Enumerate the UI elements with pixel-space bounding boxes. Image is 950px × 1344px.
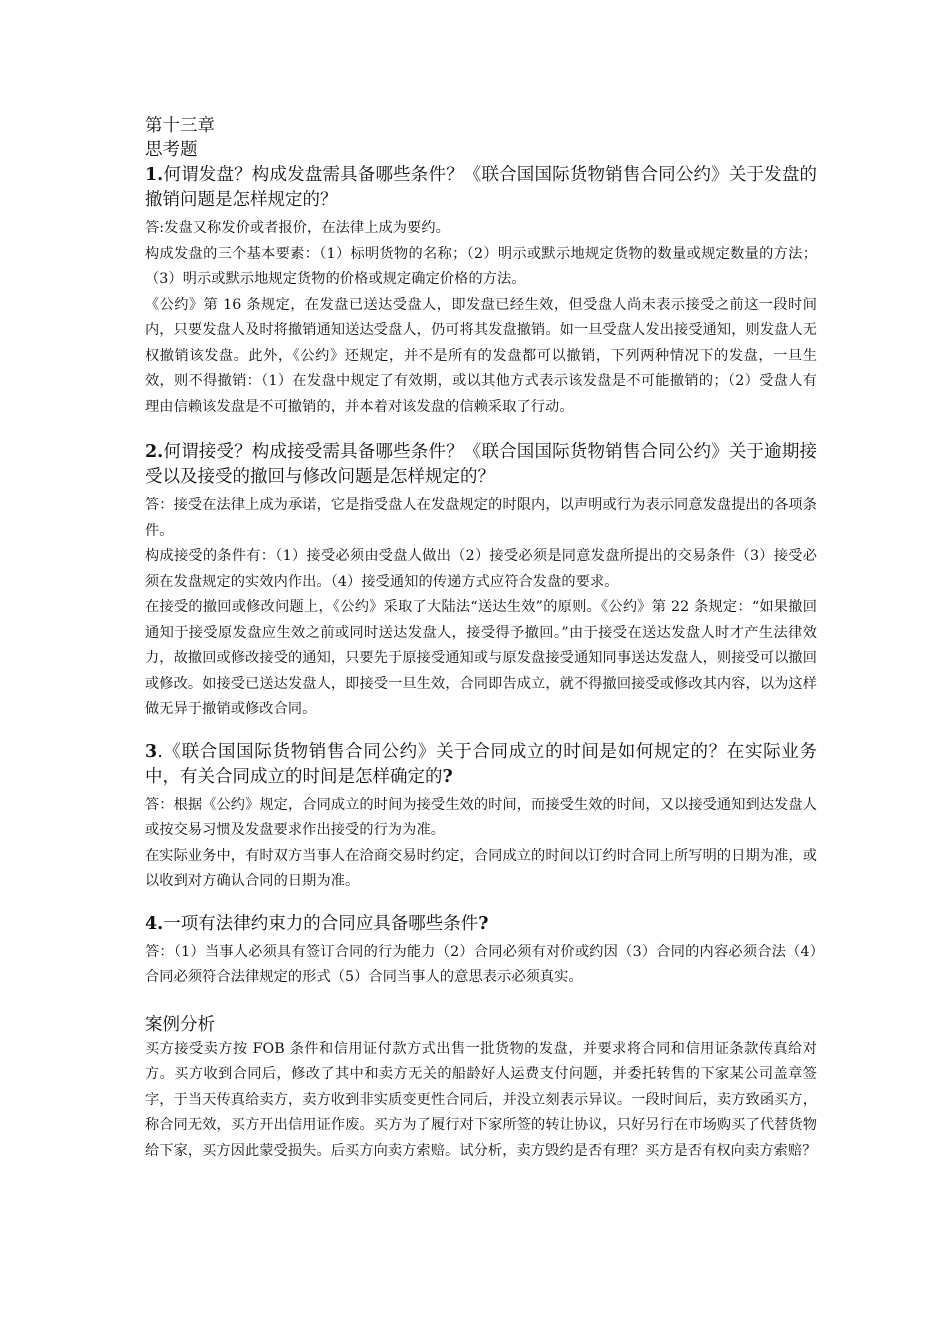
answer-2-line-2: 构成接受的条件有：（1）接受必须由受盘人做出（2）接受必须是同意发盘所提出的交易条件（3）接受必须在发盘规定的实效内作出。（4）接受通知的传递方式应符合发盘的要求。 — [145, 548, 817, 590]
case-title: 案例分析 — [145, 1014, 215, 1035]
question-2-number: 2. — [145, 442, 164, 462]
question-3-mark: ? — [442, 766, 453, 787]
document-page — [145, 114, 817, 1164]
question-3-number: 3 — [145, 741, 158, 762]
question-1-number: 1. — [145, 165, 164, 185]
question-2-text: 何谓接受？构成接受需具备哪些条件？《联合国国际货物销售合同公约》关于逾期接受以及接受的撤回与修改问题是怎样规定的？ — [145, 442, 817, 487]
answer-2-line-1: 答：接受在法律上成为承诺，它是指受盘人在发盘规定的时限内，以声明或行为表示同意发盘提出的各项条件。 — [145, 497, 817, 539]
question-3-text: .《联合国国际货物销售合同公约》关于合同成立的时间是如何规定的？在实际业务中，有关合同成立的时间是怎样确定的 — [145, 741, 817, 787]
answer-3-line-2: 在实际业务中，有时双方当事人在洽商交易时约定，合同成立的时间以订约时合同上所写明的日期为准，或以收到对方确认合同的日期为准。 — [145, 847, 817, 889]
question-4 — [145, 912, 817, 937]
answer-3-line-1: 答：根据《公约》规定，合同成立的时间为接受生效的时间，而接受生效的时间，又以接受通知到达发盘人或按交易习惯及发盘要求作出接受的行为为准。 — [145, 796, 817, 838]
answer-1-line-2: 构成发盘的三个基本要素：（1）标明货物的名称；（2）明示或默示地规定货物的数量或规定数量的方法；（3）明示或默示地规定货物的价格或规定确定价格的方法。 — [145, 245, 817, 287]
answer-1-line-3: 《公约》第 16 条规定，在发盘已送达受盘人，即发盘已经生效，但受盘人尚未表示接受之前这一段时间内，只要发盘人及时将撤销通知送达受盘人，仍可将其发盘撤销。如一旦受盘人发出接受通知，则发盘人无权撤销该发盘。此外，《公约》还规定，并不是所有的发盘都可以撤销，下列两种情况下的发盘，一旦生效，则不得撤销：（1）在发盘中规定了有效期，或以其他方式表示该发盘是不可能撤销的；（2）受盘人有理由信赖该发盘是不可撤销的，并本着对该发盘的信赖采取了行动。 — [145, 296, 817, 415]
answer-4-line-1: 答：（1）当事人必须具有签订合同的行为能力（2）合同必须有对价或约因（3）合同的内容必须合法（4）合同必须符合法律规定的形式（5）合同当事人的意思表示必须真实。 — [145, 943, 817, 985]
case-text: 买方接受卖方按 FOB 条件和信用证付款方式出售一批货物的发盘，并要求将合同和信用证条款传真给对方。买方收到合同后，修改了其中和卖方无关的船龄好人运费支付问题，并委托转售的下家某公司盖章签字，于当天传真给卖方，卖方收到非实质变更性合同后，并没立刻表示异议。一段时间后，卖方致函买方，称合同无效，买方开出信用证作废。买方为了履行对下家所签的转让协议，只好另行在市场购买了代替货物给下家，买方因此蒙受损失。后买方向卖方索赔。试分析，卖方毁约是否有理？买方是否有权向卖方索赔？ — [145, 1040, 817, 1159]
question-3 — [145, 740, 817, 790]
question-4-number: 4. — [145, 913, 164, 934]
question-1 — [145, 163, 817, 213]
spacer — [145, 420, 817, 440]
spacer — [145, 991, 817, 1013]
question-4-mark: ? — [478, 913, 489, 934]
question-4-text: 一项有法律约束力的合同应具备哪些条件 — [163, 913, 479, 934]
answer-1-line-1: 答:发盘又称发价或者报价，在法律上成为要约。 — [145, 220, 450, 236]
question-1-text: 何谓发盘？构成发盘需具备哪些条件？《联合国国际货物销售合同公约》关于发盘的撤销问题是怎样规定的？ — [145, 165, 817, 210]
question-2 — [145, 440, 817, 490]
section-title: 思考题 — [145, 140, 198, 160]
answer-2-line-3: 在接受的撤回或修改问题上，《公约》采取了大陆法“送达生效”的原则。《公约》第 22 条规定：“如果撤回通知于接受原发盘应生效之前或同时送达发盘人，接受得予撤回。”由于接受在送达发盘人时才产生法律效力，故撤回或修改接受的通知，只要先于原接受通知或与原发盘接受通知同事送达发盘人，则接受可以撤回或修改。如接受已送达发盘人，即接受一旦生效，合同即告成立，就不得撤回接受或修改其内容，以为这样做无异于撤销或修改合同。 — [145, 599, 817, 717]
spacer — [145, 723, 817, 740]
chapter-title: 第十三章 — [145, 116, 215, 136]
spacer — [145, 895, 817, 912]
